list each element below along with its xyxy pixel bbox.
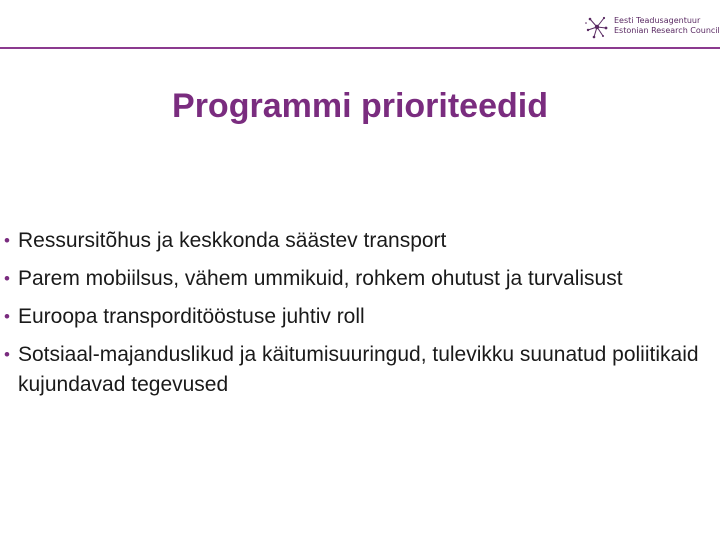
bullet-marker: • [4, 231, 10, 250]
logo-text [614, 16, 720, 36]
bullet-text: Euroopa transporditööstuse juhtiv roll [18, 305, 365, 328]
bullet-text: Ressursitõhus ja keskkonda säästev transport [18, 229, 447, 252]
sparkle-star-icon [582, 12, 612, 42]
bullet-item [0, 264, 720, 294]
bullet-list [0, 226, 720, 408]
slide-title: Programmi prioriteedid [172, 87, 548, 125]
organization-logo [582, 10, 720, 44]
bullet-item [0, 302, 720, 332]
bullet-text: Parem mobiilsus, vähem ummikuid, rohkem ohutust ja turvalisust [18, 267, 623, 290]
bullet-text: Sotsiaal-majanduslikud ja käitumisuuringud, tulevikku suunatud poliitikaid kujundavad tegevused [18, 343, 699, 396]
bullet-item [0, 226, 720, 256]
bullet-item [0, 340, 720, 400]
logo-line-1: Eesti Teadusagentuur [614, 16, 701, 25]
bullet-marker: • [4, 345, 10, 364]
bullet-marker: • [4, 269, 10, 288]
header-divider [0, 47, 720, 49]
logo-line-2: Estonian Research Council [614, 26, 720, 35]
bullet-marker: • [4, 307, 10, 326]
